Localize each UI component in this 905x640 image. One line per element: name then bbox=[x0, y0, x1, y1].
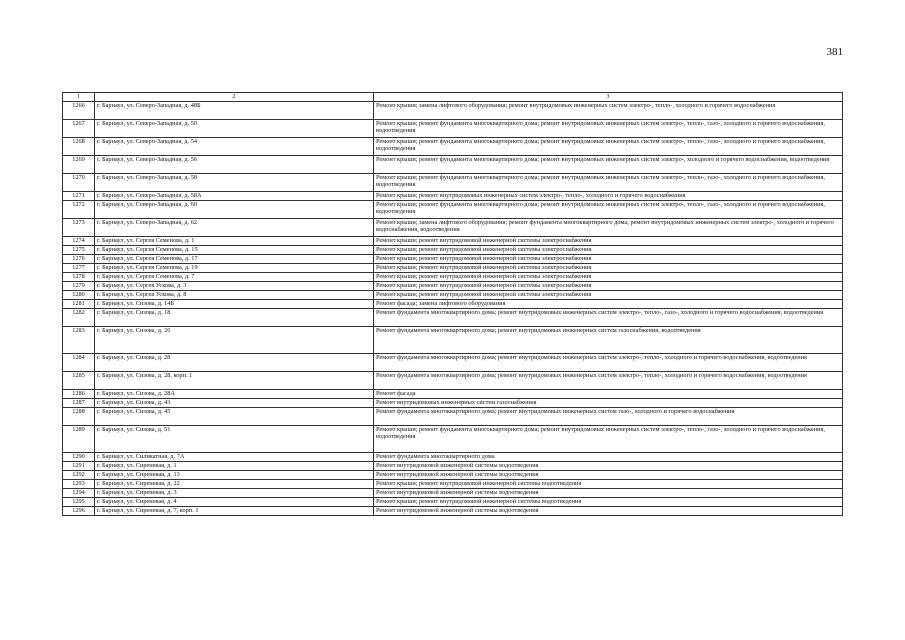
address-cell: г. Барнаул, ул. Сергея Семенова, д. 19 bbox=[95, 263, 374, 272]
row-number-cell: 1296 bbox=[63, 506, 95, 515]
address-cell: г. Барнаул, ул. Северо-Западная, д. 58А bbox=[95, 191, 374, 200]
row-number-cell: 1273 bbox=[63, 218, 95, 236]
table-header-row bbox=[63, 93, 843, 102]
row-number-cell: 1266 bbox=[63, 101, 95, 119]
row-number-cell: 1277 bbox=[63, 263, 95, 272]
table-row bbox=[63, 425, 843, 452]
address-cell: г. Барнаул, ул. Сергея Семенова, д. 1 bbox=[95, 236, 374, 245]
address-cell: г. Барнаул, ул. Сизова, д. 26 bbox=[95, 326, 374, 353]
address-cell: г. Барнаул, ул. Северо-Западная, д. 54 bbox=[95, 137, 374, 155]
work-type-cell: Ремонт внутридомовых инженерных систем газоснабжения bbox=[374, 398, 843, 407]
row-number-cell: 1287 bbox=[63, 398, 95, 407]
table-row bbox=[63, 452, 843, 461]
row-number-cell: 1270 bbox=[63, 173, 95, 191]
work-type-cell: Ремонт крыши; ремонт фундамента многоквартирного дома; ремонт внутридомовых инженерных систем электро-, холодного и горячего водоснабжения, водоотведения bbox=[374, 155, 843, 173]
address-cell: г. Барнаул, ул. Сизова, д. 28 bbox=[95, 353, 374, 371]
row-number-cell: 1267 bbox=[63, 119, 95, 137]
work-type-cell: Ремонт фундамента многоквартирного дома; ремонт внутридомовых инженерных систем газоснабжения, водоотведения bbox=[374, 326, 843, 353]
work-type-cell: Ремонт крыши; ремонт внутридомовой инженерной системы электроснабжения bbox=[374, 281, 843, 290]
work-type-cell: Ремонт крыши; ремонт фундамента многоквартирного дома; ремонт внутридомовых инженерных систем электро-, тепло-, газо-, холодного и горячего водоснабжения, водоотведения bbox=[374, 173, 843, 191]
table-row bbox=[63, 155, 843, 173]
address-cell: г. Барнаул, ул. Сергея Ускова, д. 3 bbox=[95, 281, 374, 290]
work-type-cell: Ремонт внутридомовой инженерной системы водоотведения bbox=[374, 506, 843, 515]
address-cell: г. Барнаул, ул. Сиреневая, д. 3 bbox=[95, 488, 374, 497]
row-number-cell: 1294 bbox=[63, 488, 95, 497]
row-number-cell: 1280 bbox=[63, 290, 95, 299]
table-row bbox=[63, 308, 843, 326]
address-cell: г. Барнаул, ул. Сизова, д. 51 bbox=[95, 425, 374, 452]
work-type-cell: Ремонт фундамента многоквартирного дома; ремонт внутридомовых инженерных систем газо-, холодного и горячего водоснабжения bbox=[374, 407, 843, 425]
address-cell: г. Барнаул, ул. Сергея Семенова, д. 15 bbox=[95, 245, 374, 254]
table-row bbox=[63, 299, 843, 308]
address-cell: г. Барнаул, ул. Сиреневая, д. 22 bbox=[95, 479, 374, 488]
table-row bbox=[63, 200, 843, 218]
work-type-cell: Ремонт фасада; замена лифтового оборудования bbox=[374, 299, 843, 308]
row-number-cell: 1288 bbox=[63, 407, 95, 425]
repair-register-table bbox=[62, 92, 843, 516]
work-type-cell: Ремонт фасада bbox=[374, 389, 843, 398]
address-cell: г. Барнаул, ул. Сиреневая, д. 13 bbox=[95, 470, 374, 479]
table-row bbox=[63, 479, 843, 488]
work-type-cell: Ремонт крыши; ремонт внутридомовой инженерной системы электроснабжения bbox=[374, 236, 843, 245]
table-body bbox=[63, 101, 843, 515]
table-row bbox=[63, 272, 843, 281]
column-header-2: 2 bbox=[95, 93, 374, 102]
address-cell: г. Барнаул, ул. Сизова, д. 28, корп. 1 bbox=[95, 371, 374, 389]
work-type-cell: Ремонт крыши; ремонт фундамента многоквартирного дома; ремонт внутридомовых инженерных систем электро-, тепло-, газо-, холодного и горячего водоснабжения, водоотведения bbox=[374, 425, 843, 452]
work-type-cell: Ремонт внутридомовой инженерной системы водоотведения bbox=[374, 488, 843, 497]
row-number-cell: 1282 bbox=[63, 308, 95, 326]
row-number-cell: 1281 bbox=[63, 299, 95, 308]
work-type-cell: Ремонт фундамента многоквартирного дома; ремонт внутридомовых инженерных систем электро-, тепло-, холодного и горячего водоснабжения, водоотведения bbox=[374, 371, 843, 389]
table-row bbox=[63, 470, 843, 479]
address-cell: г. Барнаул, ул. Сиреневая, д. 4 bbox=[95, 497, 374, 506]
work-type-cell: Ремонт крыши; ремонт внутридомовой инженерной системы электроснабжения bbox=[374, 263, 843, 272]
work-type-cell: Ремонт крыши; ремонт фундамента многоквартирного дома; ремонт внутридомовых инженерных систем электро-, тепло-, газо-, холодного и горячего водоснабжения, водоотведения bbox=[374, 137, 843, 155]
address-cell: г. Барнаул, ул. Сизова, д. 18 bbox=[95, 308, 374, 326]
work-type-cell: Ремонт фундамента многоквартирного дома; ремонт внутридомовых инженерных систем электро-, тепло-, холодного и горячего водоснабжения, водоотведения bbox=[374, 353, 843, 371]
table-row bbox=[63, 254, 843, 263]
row-number-cell: 1271 bbox=[63, 191, 95, 200]
table-row bbox=[63, 245, 843, 254]
table-row bbox=[63, 236, 843, 245]
table-row bbox=[63, 389, 843, 398]
row-number-cell: 1283 bbox=[63, 326, 95, 353]
work-type-cell: Ремонт крыши; ремонт внутридомовой инженерной системы водоотведения bbox=[374, 497, 843, 506]
address-cell: г. Барнаул, ул. Северо-Западная, д. 56 bbox=[95, 155, 374, 173]
row-number-cell: 1292 bbox=[63, 470, 95, 479]
row-number-cell: 1295 bbox=[63, 497, 95, 506]
address-cell: г. Барнаул, ул. Сергея Семенова, д. 7 bbox=[95, 272, 374, 281]
row-number-cell: 1285 bbox=[63, 371, 95, 389]
row-number-cell: 1275 bbox=[63, 245, 95, 254]
row-number-cell: 1290 bbox=[63, 452, 95, 461]
work-type-cell: Ремонт крыши; ремонт внутридомовой инженерной системы электроснабжения bbox=[374, 254, 843, 263]
address-cell: г. Барнаул, ул. Сергея Семенова, д. 17 bbox=[95, 254, 374, 263]
work-type-cell: Ремонт внутридомовой инженерной системы водоотведения bbox=[374, 470, 843, 479]
address-cell: г. Барнаул, ул. Сизова, д. 45 bbox=[95, 407, 374, 425]
table-row bbox=[63, 497, 843, 506]
address-cell: г. Барнаул, ул. Северо-Западная, д. 48Б bbox=[95, 101, 374, 119]
address-cell: г. Барнаул, ул. Северо-Западная, д. 58 bbox=[95, 173, 374, 191]
table-row bbox=[63, 326, 843, 353]
row-number-cell: 1293 bbox=[63, 479, 95, 488]
table-row bbox=[63, 119, 843, 137]
row-number-cell: 1289 bbox=[63, 425, 95, 452]
address-cell: г. Барнаул, ул. Сергея Ускова, д. 8 bbox=[95, 290, 374, 299]
address-cell: г. Барнаул, ул. Сиреневая, д. 7, корп. 1 bbox=[95, 506, 374, 515]
table-row bbox=[63, 407, 843, 425]
column-header-3: 3 bbox=[374, 93, 843, 102]
work-type-cell: Ремонт внутридомовой инженерной системы водоотведения bbox=[374, 461, 843, 470]
row-number-cell: 1272 bbox=[63, 200, 95, 218]
address-cell: г. Барнаул, ул. Сизова, д. 14Б bbox=[95, 299, 374, 308]
row-number-cell: 1279 bbox=[63, 281, 95, 290]
work-type-cell: Ремонт крыши; ремонт внутридомовой инженерной системы электроснабжения bbox=[374, 272, 843, 281]
table-row bbox=[63, 398, 843, 407]
address-cell: г. Барнаул, ул. Северо-Западная, д. 60 bbox=[95, 200, 374, 218]
table-row bbox=[63, 461, 843, 470]
row-number-cell: 1286 bbox=[63, 389, 95, 398]
row-number-cell: 1278 bbox=[63, 272, 95, 281]
table-row bbox=[63, 488, 843, 497]
address-cell: г. Барнаул, ул. Северо-Западная, д. 50 bbox=[95, 119, 374, 137]
table-row bbox=[63, 290, 843, 299]
work-type-cell: Ремонт фундамента многоквартирного дома; ремонт внутридомовых инженерных систем электро-, тепло-, газо-, холодного и горячего водоснабжения, водоотведения bbox=[374, 308, 843, 326]
row-number-cell: 1274 bbox=[63, 236, 95, 245]
address-cell: г. Барнаул, ул. Северо-Западная, д. 62 bbox=[95, 218, 374, 236]
address-cell: г. Барнаул, ул. Сизова, д. 43 bbox=[95, 398, 374, 407]
address-cell: г. Барнаул, ул. Силикатная, д. 7А bbox=[95, 452, 374, 461]
work-type-cell: Ремонт крыши; ремонт фундамента многоквартирного дома; ремонт внутридомовых инженерных систем электро-, тепло-, газо-, холодного и горячего водоснабжения, водоотведения bbox=[374, 119, 843, 137]
table-row bbox=[63, 371, 843, 389]
table-row bbox=[63, 137, 843, 155]
table-row bbox=[63, 101, 843, 119]
table-row bbox=[63, 191, 843, 200]
work-type-cell: Ремонт крыши; ремонт внутридомовых инженерных систем электро-, тепло-, холодного и горячего водоснабжения bbox=[374, 191, 843, 200]
address-cell: г. Барнаул, ул. Сизова, д. 28А bbox=[95, 389, 374, 398]
table-row bbox=[63, 263, 843, 272]
table-row bbox=[63, 506, 843, 515]
work-type-cell: Ремонт крыши; ремонт внутридомовой инженерной системы электроснабжения bbox=[374, 290, 843, 299]
table-row bbox=[63, 173, 843, 191]
table-row bbox=[63, 218, 843, 236]
work-type-cell: Ремонт крыши; ремонт внутридомовой инженерной системы электроснабжения bbox=[374, 245, 843, 254]
page-number: 381 bbox=[826, 46, 843, 58]
table-row bbox=[63, 281, 843, 290]
work-type-cell: Ремонт крыши; ремонт фундамента многоквартирного дома; ремонт внутридомовых инженерных систем электро-, тепло-, газо-, холодного и горячего водоснабжения, водоотведения bbox=[374, 200, 843, 218]
address-cell: г. Барнаул, ул. Сиреневая, д. 1 bbox=[95, 461, 374, 470]
work-type-cell: Ремонт крыши; ремонт внутридомовой инженерной системы водоотведения bbox=[374, 479, 843, 488]
work-type-cell: Ремонт крыши; замена лифтового оборудования; ремонт фундамента многоквартирного дома; ремонт внутридомовых инженерных систем электро-, холодного и горячего водоснабжения, водоотведения bbox=[374, 218, 843, 236]
table-row bbox=[63, 353, 843, 371]
column-header-1: 1 bbox=[63, 93, 95, 102]
row-number-cell: 1269 bbox=[63, 155, 95, 173]
work-type-cell: Ремонт крыши; замена лифтового оборудования; ремонт внутридомовых инженерных систем электро-, тепло-, холодного и горячего водоснабжения bbox=[374, 101, 843, 119]
row-number-cell: 1291 bbox=[63, 461, 95, 470]
work-type-cell: Ремонт фундамента многоквартирного дома bbox=[374, 452, 843, 461]
row-number-cell: 1268 bbox=[63, 137, 95, 155]
row-number-cell: 1276 bbox=[63, 254, 95, 263]
row-number-cell: 1284 bbox=[63, 353, 95, 371]
